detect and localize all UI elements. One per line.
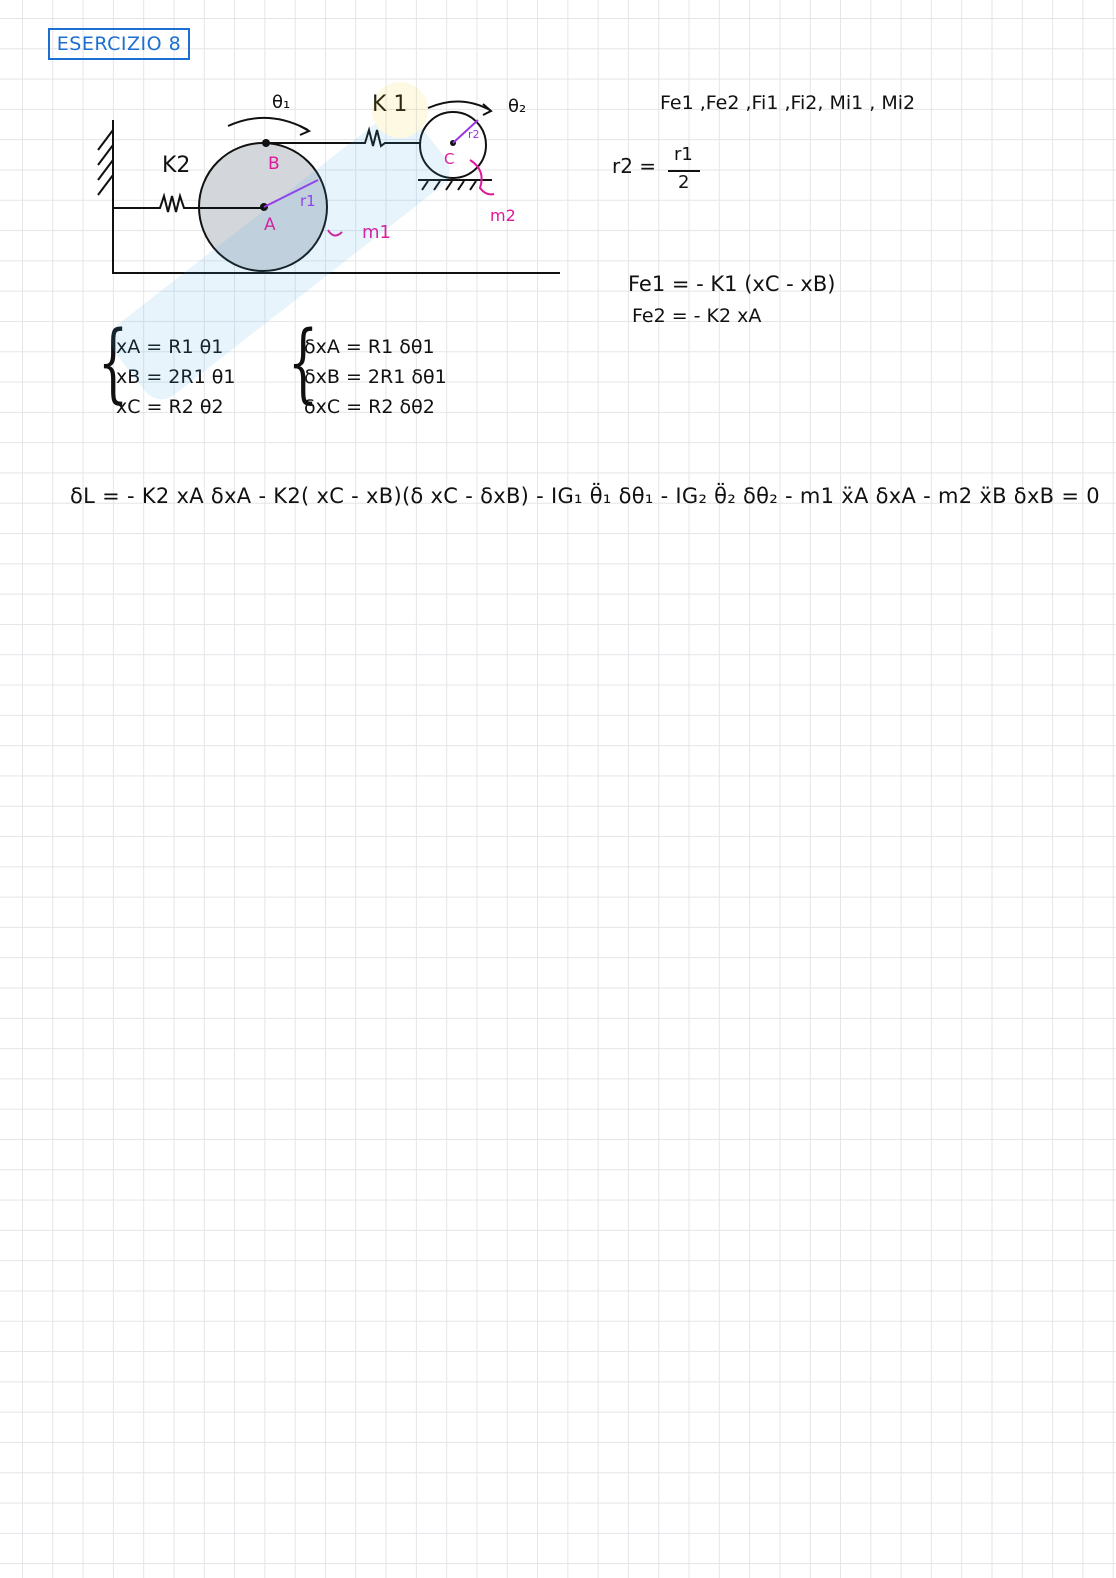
brace-left: { xyxy=(98,313,129,413)
label-c: C xyxy=(444,150,455,168)
label-b: B xyxy=(268,154,280,174)
fe1-equation: Fe1 = - K1 (xC - xB) xyxy=(628,272,836,296)
label-a: A xyxy=(264,215,276,235)
eq-dxa: δxA = R1 δθ1 xyxy=(304,336,435,358)
mechanism-diagram xyxy=(0,0,1116,560)
wall xyxy=(98,120,113,274)
fe2-equation: Fe2 = - K2 xA xyxy=(632,305,762,327)
exercise-title: ESERCIZIO 8 xyxy=(48,28,190,60)
theta1-arrow xyxy=(228,118,308,130)
eq-dxc: δxC = R2 δθ2 xyxy=(304,396,435,418)
eq-xb: xB = 2R1 θ1 xyxy=(116,366,236,388)
radius-lhs: r2 = xyxy=(612,154,657,178)
brace-right: { xyxy=(288,313,319,413)
label-k2: K2 xyxy=(162,153,191,178)
label-r1: r1 xyxy=(300,192,316,210)
theta2-arrow xyxy=(428,101,490,110)
radius-num: r1 xyxy=(674,144,693,165)
eq-xa: xA = R1 θ1 xyxy=(116,336,224,358)
positions-system xyxy=(116,332,235,422)
virtual-work-equation: δL = - K2 xA δxA - K2( xC - xB)(δ xC - δxB) - IG₁ θ̈₁ δθ₁ - IG₂ θ̈₂ δθ₂ - m1 ẍA δxA - m2 ẍB δxB = 0 xyxy=(70,484,1100,508)
label-r2: r2 xyxy=(468,128,480,141)
label-theta1: θ₁ xyxy=(272,92,291,113)
label-m2: m2 xyxy=(490,206,516,225)
label-theta2: θ₂ xyxy=(508,96,527,117)
eq-dxb: δxB = 2R1 δθ1 xyxy=(304,366,447,388)
eq-xc: xC = R2 θ2 xyxy=(116,396,224,418)
forces-list: Fe1 ,Fe2 ,Fi1 ,Fi2, Mi1 , Mi2 xyxy=(660,92,916,114)
label-m1: m1 xyxy=(362,222,391,243)
virtual-displacements-system xyxy=(304,332,447,422)
radius-den: 2 xyxy=(678,172,690,193)
label-k1: K 1 xyxy=(372,92,408,117)
